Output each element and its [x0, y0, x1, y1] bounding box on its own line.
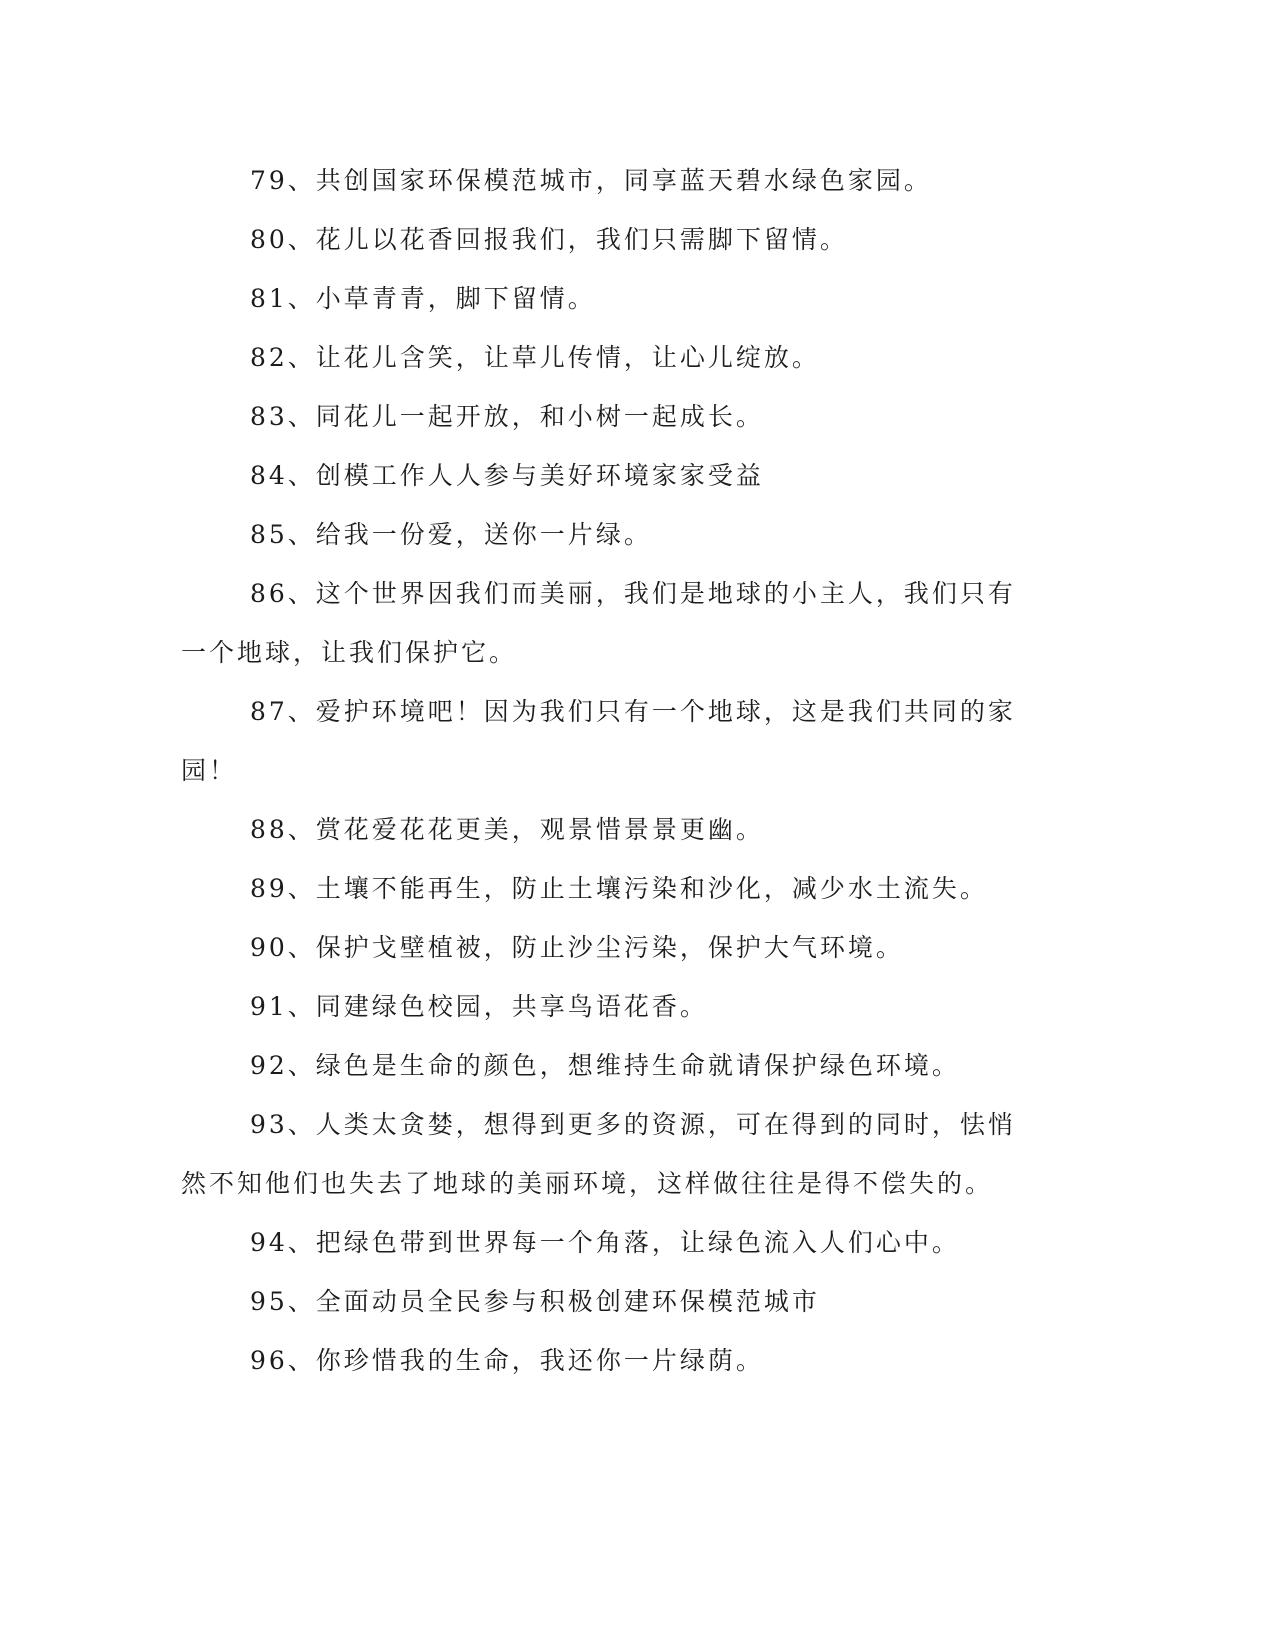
slogan-90: 90、保护戈壁植被，防止沙尘污染，保护大气环境。 — [250, 933, 904, 962]
slogan-82: 82、让花儿含笑，让草儿传情，让心儿绽放。 — [250, 343, 820, 372]
slogan-79: 79、共创国家环保模范城市，同享蓝天碧水绿色家园。 — [250, 166, 932, 195]
slogan-92: 92、绿色是生命的颜色，想维持生命就请保护绿色环境。 — [250, 1051, 960, 1080]
slogan-93: 93、人类太贪婪，想得到更多的资源，可在得到的同时，怯悄然不知他们也失去了地球的美丽环境，这样做往往是得不偿失的。 — [181, 1110, 1016, 1198]
slogan-80: 80、花儿以花香回报我们，我们只需脚下留情。 — [250, 225, 848, 254]
slogan-83: 83、同花儿一起开放，和小树一起成长。 — [250, 402, 764, 431]
slogan-96: 96、你珍惜我的生命，我还你一片绿荫。 — [250, 1346, 764, 1375]
slogan-84: 84、创模工作人人参与美好环境家家受益 — [250, 461, 764, 490]
slogan-85: 85、给我一份爱，送你一片绿。 — [250, 520, 652, 549]
slogan-88: 88、赏花爱花花更美，观景惜景景更幽。 — [250, 815, 764, 844]
slogan-81: 81、小草青青，脚下留情。 — [250, 284, 596, 313]
document-body — [181, 151, 1033, 1390]
slogan-87: 87、爱护环境吧！因为我们只有一个地球，这是我们共同的家园！ — [181, 697, 1016, 785]
slogan-95: 95、全面动员全民参与积极创建环保模范城市 — [250, 1287, 820, 1316]
slogan-91: 91、同建绿色校园，共享鸟语花香。 — [250, 992, 708, 1021]
slogan-89: 89、土壤不能再生，防止土壤污染和沙化，减少水土流失。 — [250, 874, 988, 903]
slogan-86: 86、这个世界因我们而美丽，我们是地球的小主人，我们只有一个地球，让我们保护它。 — [181, 579, 1016, 667]
slogan-94: 94、把绿色带到世界每一个角落，让绿色流入人们心中。 — [250, 1228, 960, 1257]
